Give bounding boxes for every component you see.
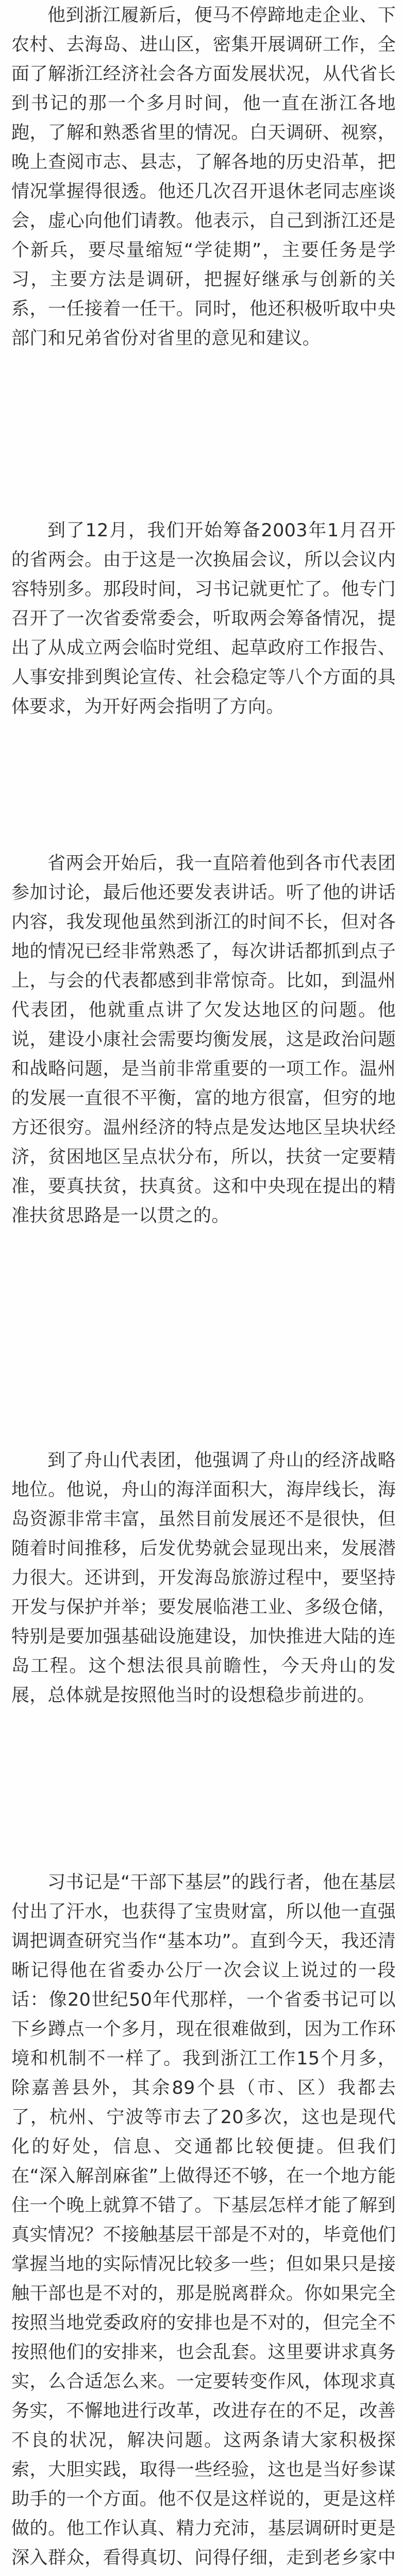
paragraph-5: 习书记是“干部下基层”的践行者，他在基层付出了汗水，也获得了宝贵财富，所以他一直强调把调查研究当作“基本功”。直到今天，我还清晰记得他在省委办公厅一次会议上说过的一段话：像20世纪50年代那样，一个省委书记可以下乡蹲点一个多月，现在很难做到，因为工作环境和机制不一样了。我到浙江工作15个月多，除嘉善县外，其余89个县（市、区）我都去了，杭州、宁波等市去了20多次，这也是现代化的好处，信息、交通都比较便捷。但我们在“深入解剖麻雀”上做得还不够，在一个地方能住一个晚上就算不错了。下基层怎样才能了解到真实情况？不接触基层干部是不对的，毕竟他们掌握当地的实际情况比较多一些；但如果只是接触干部也是不对的，那是脱离群众。你如果完全按照当地党委政府的安排也是不对的，但完全不按照他们的安排来，也会乱套。这里要讲求真务实，么合适怎么来。一定要转变作风，体现求真务实，不懈地进行改革，改进存在的不足，改善不良的状况，解决问题。这两条请大家积极探索，大胆实践，取得一些经验，这也是当好参谋助手的一个方面。他不仅是这样说的，更是这样做的。他工作认真、精力充沛，基层调研时更是深入群众，看得真切、问得仔细，走到老乡家中: [11, 1872, 396, 2568]
paragraph-1: 他到浙江履新后，便马不停蹄地走企业、下农村、去海岛、进山区，密集开展调研工作，全面了解浙江经济社会各方面发展状况，从代省长到书记的那一个多月时间，他一直在浙江各地跑，了解和熟悉省里的情况。白天调研、视察，晚上查阅市志、县志，了解各地的历史沿革，把情况掌握得很透。他还几次召开退休老同志座谈会，虚心向他们请教。他表示，自己到浙江还是个新兵，要尽量缩短“学徒期”，主要任务是学习，主要方法是调研，把握好继承与创新的关系，一任接着一任干。同时，他还积极听取中央部门和兄弟省份对省里的意见和建议。: [11, 5, 396, 349]
paragraph-2: 到了12月，我们开始筹备2003年1月召开的省两会。由于这是一次换届会议，所以会议内容特别多。那段时间，习书记就更忙了。他专门召开了一次省委常委会，听取两会筹备情况，提出了从成立两会临时党组、起草政府工作报告、人事安排到舆论宣传、社会稳定等八个方面的具体要求，为开好两会指明了方向。: [11, 520, 396, 717]
paragraph-4: 到了舟山代表团，他强调了舟山的经济战略地位。他说，舟山的海洋面积大，海岸线长，海岛资源非常丰富，虽然目前发展还不是很快，但随着时间推移，后发优势就会显现出来，发展潜力很大。还讲到，开发海岛旅游过程中，要坚持开发与保护并举；要发展临港工业、多级仓储，特别是要加强基础设施建设，加快推进大陆的连岛工程。这个想法很具前瞻性，今天舟山的发展，总体就是按照他当时的设想稳步前进的。: [11, 1450, 396, 1706]
paragraph-3: 省两会开始后，我一直陪着他到各市代表团参加讨论，最后他还要发表讲话。听了他的讲话内容，我发现他虽然到浙江的时间不长，但对各地的情况已经非常熟悉了，每次讲话都抓到点子上，与会的代表都感到非常惊奇。比如，到温州代表团，他就重点讲了欠发达地区的问题。他说，建设小康社会需要均衡发展，这是政治问题和战略问题，是当前非常重要的一项工作。温州的发展一直很不平衡，富的地方很富，但穷的地方还很穷。温州经济的特点是发达地区呈块状经济，贫困地区呈点状分布，所以，扶贫一定要精准，要真扶贫，扶真贫。这和中央现在提出的精准扶贫思路是一以贯之的。: [11, 853, 396, 1226]
